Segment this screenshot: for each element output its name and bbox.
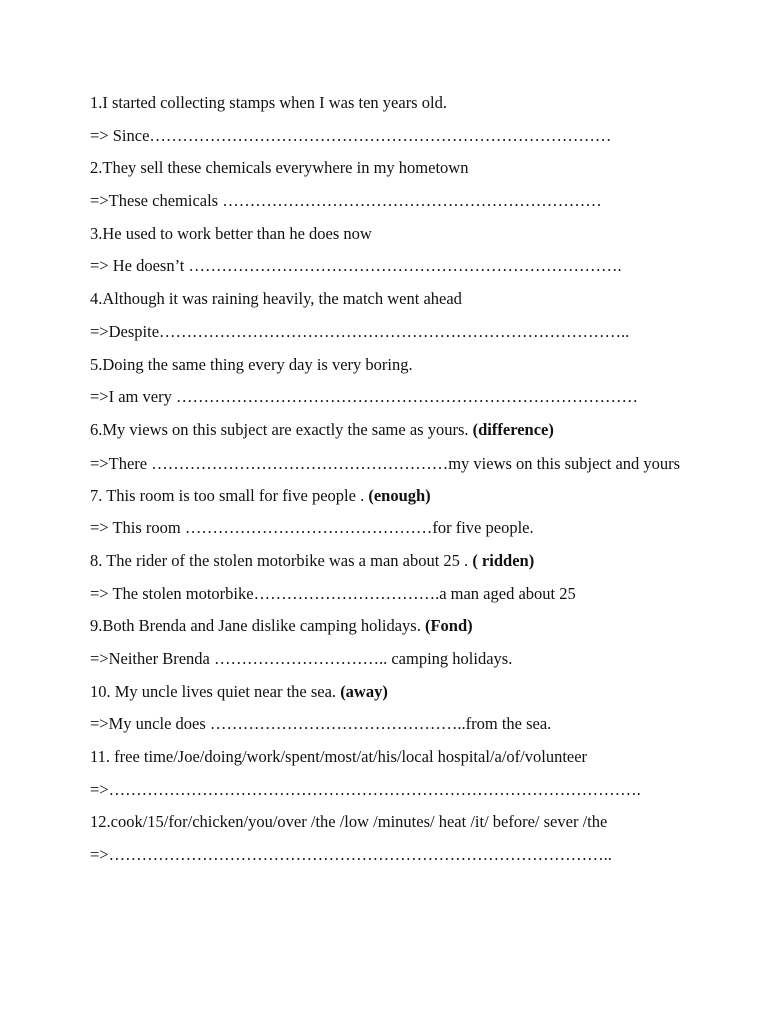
exercise-11-answer: =>……………………………………………………………………………………. xyxy=(90,779,641,799)
exercise-5-answer: =>I am very ………………………………………………………………………… xyxy=(90,387,638,407)
exercise-4-answer: =>Despite………………………………………………………………………….. xyxy=(90,321,630,341)
exercise-10-answer: =>My uncle does ………………………………………..from the sea. xyxy=(90,714,552,734)
exercise-12-prompt: 12.cook/15/for/chicken/you/over /the /low /minutes/ heat /it/ before/ sever /the xyxy=(90,812,608,832)
exercise-6-answer: =>There ………………………………………………my views on this subject and yours xyxy=(90,453,681,473)
worksheet xyxy=(90,92,690,877)
exercise-2-prompt: 2.They sell these chemicals everywhere in my hometown xyxy=(90,158,469,178)
exercise-2-answer: =>These chemicals …………………………………………………………… xyxy=(90,191,602,211)
exercise-3-prompt: 3.He used to work better than he does now xyxy=(90,223,372,243)
exercise-10-prompt: 10. My uncle lives quiet near the sea. (away) xyxy=(90,681,388,701)
exercise-4-prompt: 4.Although it was raining heavily, the match went ahead xyxy=(90,289,462,309)
exercise-6-prompt: 6.My views on this subject are exactly the same as yours. (difference) xyxy=(90,419,554,439)
exercise-7-prompt: 7. This room is too small for five people . (enough) xyxy=(90,485,431,505)
exercise-3-answer: => He doesn’t ……………………………………………………………………. xyxy=(90,256,622,276)
exercise-1-answer: => Since………………………………………………………………………… xyxy=(90,125,612,145)
exercise-11-prompt: 11. free time/Joe/doing/work/spent/most/at/his/local hospital/a/of/volunteer xyxy=(90,747,588,767)
exercise-1-prompt: 1.I started collecting stamps when I was ten years old. xyxy=(90,93,447,112)
exercise-5-prompt: 5.Doing the same thing every day is very boring. xyxy=(90,354,413,374)
exercise-7-answer: => This room ………………………………………for five people. xyxy=(90,518,534,538)
exercise-9-prompt: 9.Both Brenda and Jane dislike camping holidays. (Fond) xyxy=(90,616,473,636)
exercise-9-answer: =>Neither Brenda ………………………….. camping holidays. xyxy=(90,649,513,668)
exercise-12-answer: =>……………………………………………………………………………….. xyxy=(90,845,612,865)
exercise-8-prompt: 8. The rider of the stolen motorbike was a man about 25 . ( ridden) xyxy=(90,550,535,570)
exercise-8-answer: => The stolen motorbike…………………………….a man aged about 25 xyxy=(90,583,576,603)
